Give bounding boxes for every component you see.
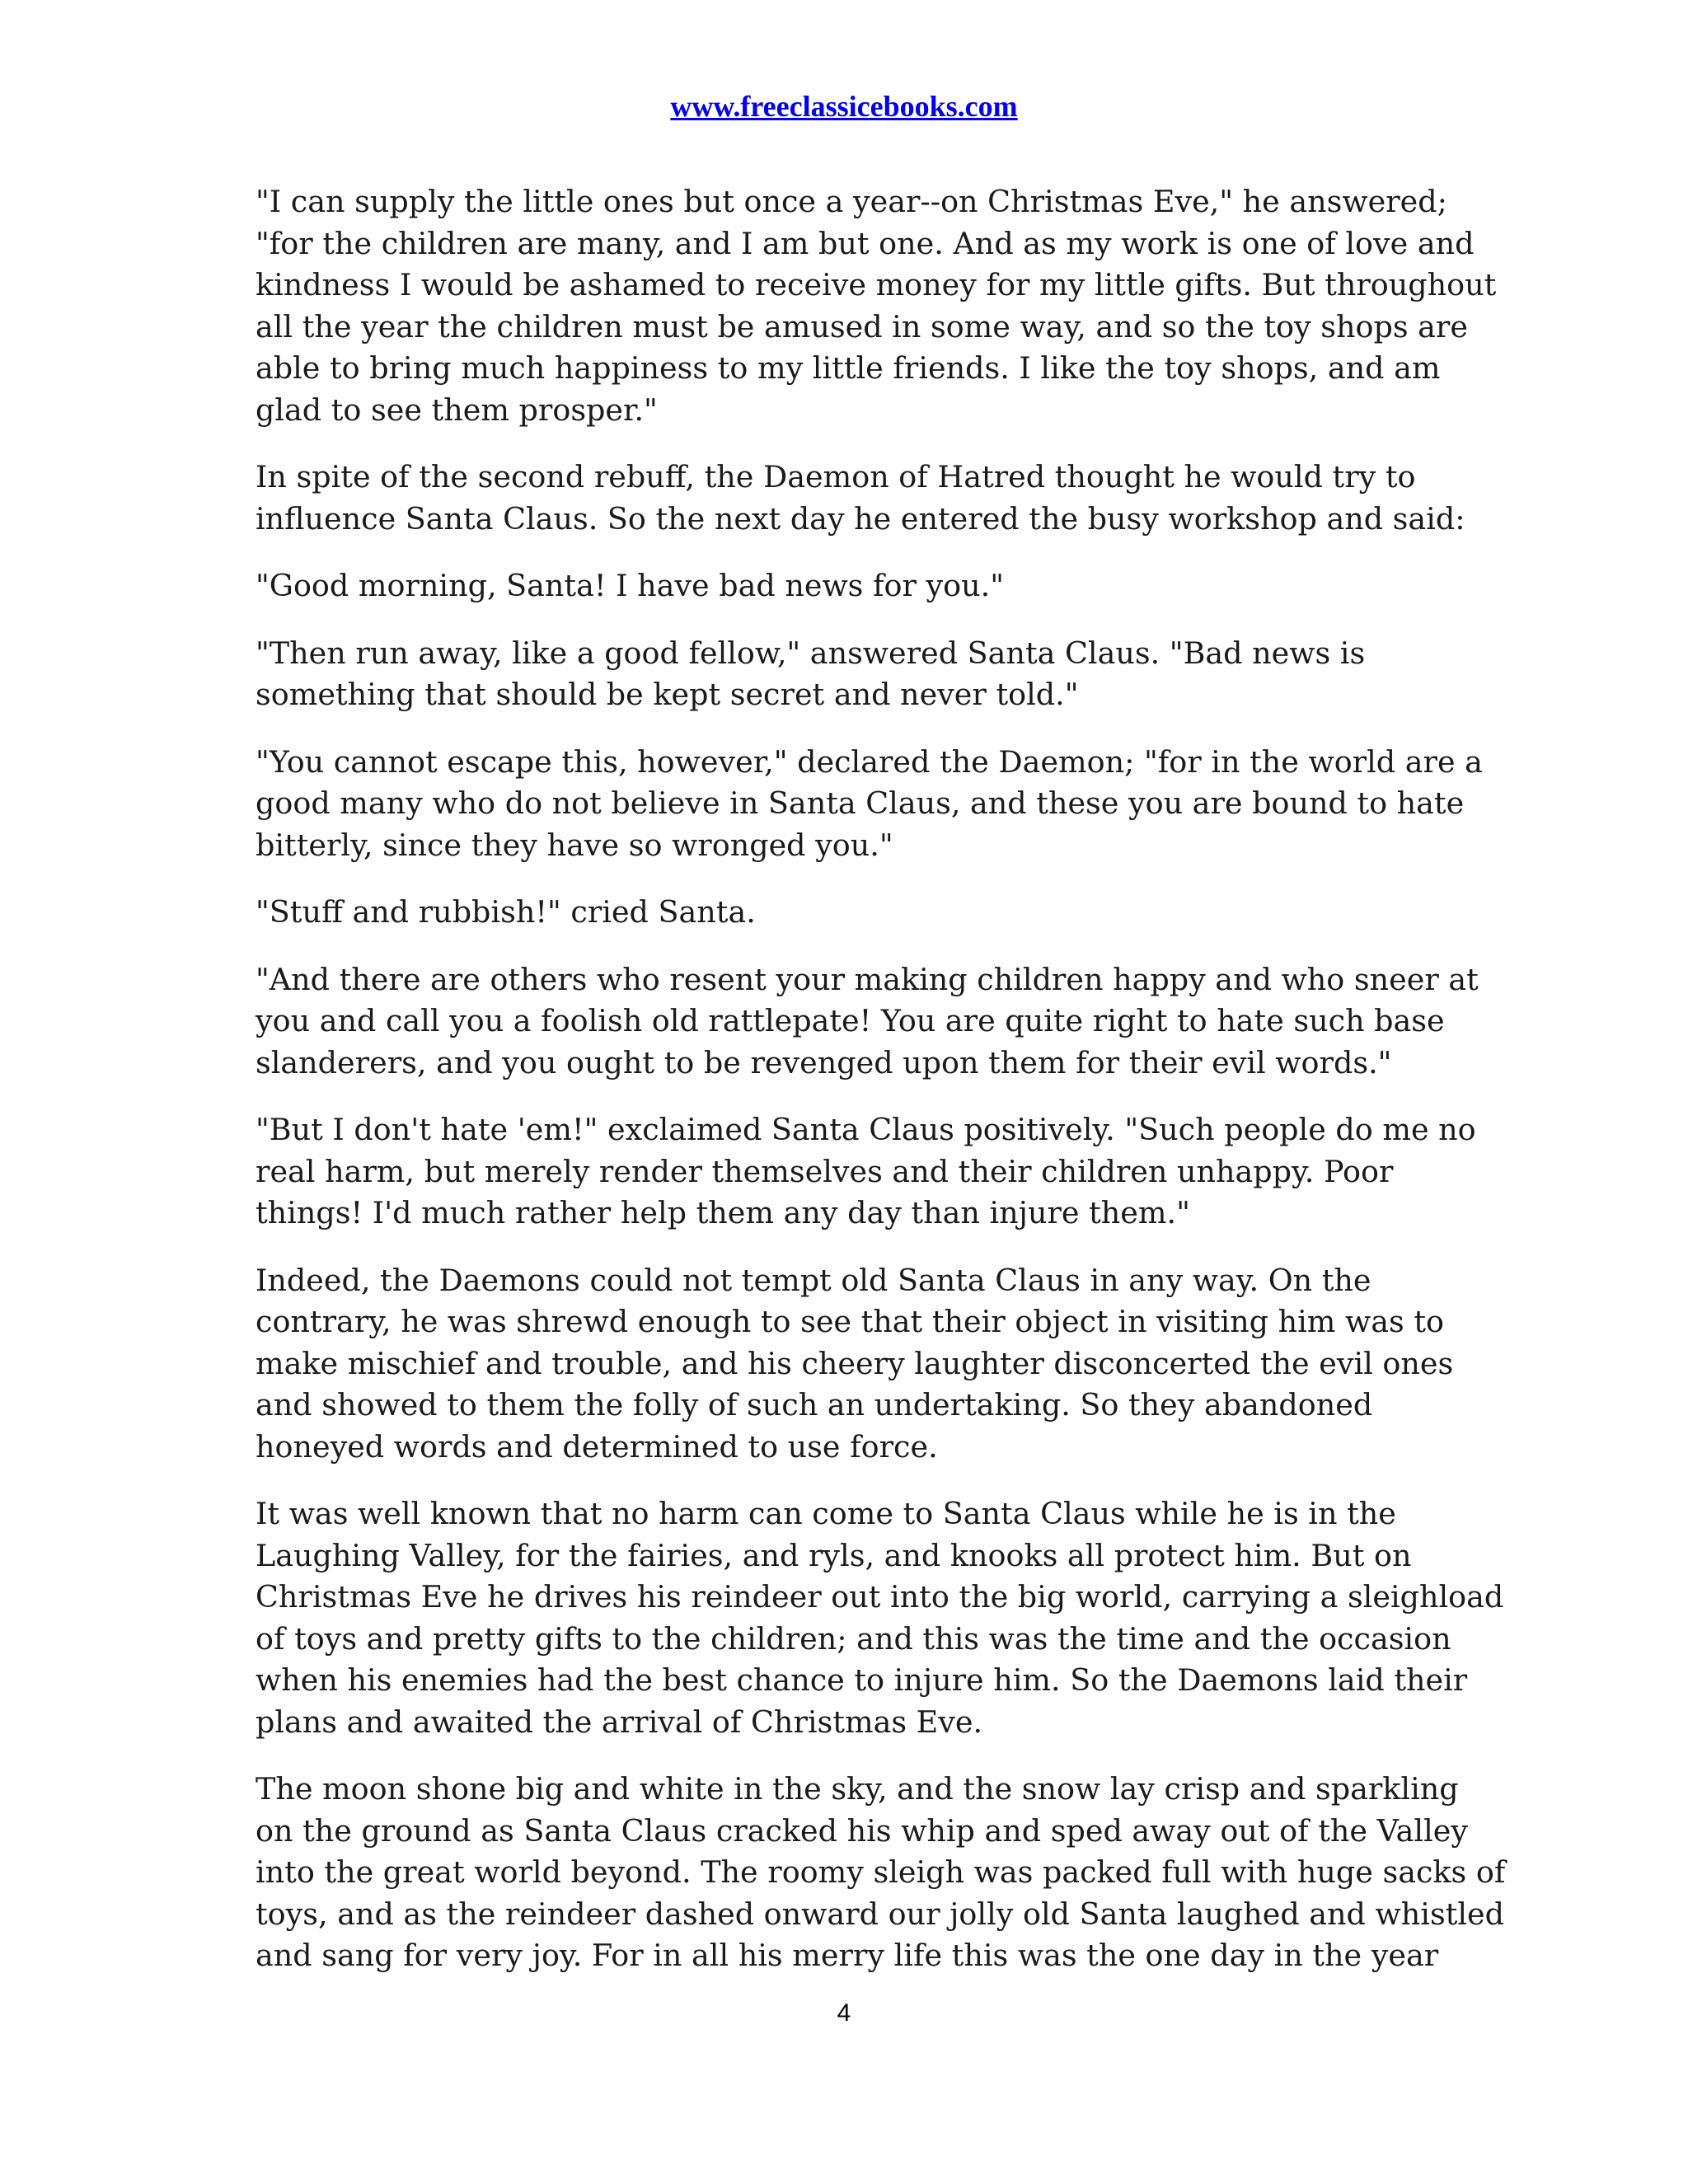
paragraph: "You cannot escape this, however," declared the Daemon; "for in the world are a good many who do not believe in Santa Claus, and these you are bound to hate bitterly, since they have so wronged you." [256, 743, 1483, 863]
paragraph: The moon shone big and white in the sky, and the snow lay crisp and sparkling on the ground as Santa Claus cracked his whip and sped away out of the Valley into the great world beyond. The roomy sleigh was packed full with huge sacks of toys, and as the reindeer dashed onward our jolly old Santa laughed and whistled and sang for very joy. For in all his merry life this was the one day in the year [256, 1771, 1506, 1973]
paragraph: In spite of the second rebuff, the Daemon of Hatred thought he would try to influence Santa Claus. So the next day he entered the busy workshop and said: [256, 459, 1465, 537]
paragraph: It was well known that no harm can come to Santa Claus while he is in the Laughing Valley, for the fairies, and ryls, and knooks all protect him. But on Christmas Eve he drives his reindeer out into the big world, carrying a sleighload of toys and pretty gifts to the children; and this was the time and the occasion when his enemies had the best chance to injure him. So the Daemons laid their plans and awaited the arrival of Christmas Eve. [256, 1496, 1504, 1740]
paragraph: Indeed, the Daemons could not tempt old Santa Claus in any way. On the contrary, he was shrewd enough to see that their object in visiting him was to make mischief and trouble, and his cheery laughter disconcerted the evil ones and showed to them the folly of such an undertaking. So they abandoned honeyed words and determined to use force. [256, 1262, 1454, 1465]
paragraph: "And there are others who resent your making children happy and who sneer at you and call you a foolish old rattlepate! You are quite right to hate such base slanderers, and you ought to be revenged upon them for their evil words." [256, 961, 1479, 1080]
paragraph: "Stuff and rubbish!" cried Santa. [256, 894, 756, 930]
body-text [256, 181, 1591, 2003]
page-header [0, 89, 1688, 124]
paragraph: "Good morning, Santa! I have bad news for you." [256, 568, 1005, 603]
header-website-link[interactable]: www.freeclassicebooks.com [670, 90, 1018, 123]
paragraph: "Then run away, like a good fellow," answered Santa Claus. "Bad news is something that should be kept secret and never told." [256, 635, 1366, 712]
page-number: 4 [837, 1999, 851, 2027]
paragraph: "But I don't hate 'em!" exclaimed Santa Claus positively. "Such people do me no real harm, but merely render themselves and their children unhappy. Poor things! I'd much rather help them any day than injure them." [256, 1112, 1476, 1230]
paragraph: "I can supply the little ones but once a year--on Christmas Eve," he answered; "for the children are many, and I am but one. And as my work is one of love and kindness I would be ashamed to receive money for my little gifts. But throughout all the year the children must be amused in some way, and so the toy shops are able to bring much happiness to my little friends. I like the toy shops, and am glad to see them prosper." [256, 184, 1497, 428]
